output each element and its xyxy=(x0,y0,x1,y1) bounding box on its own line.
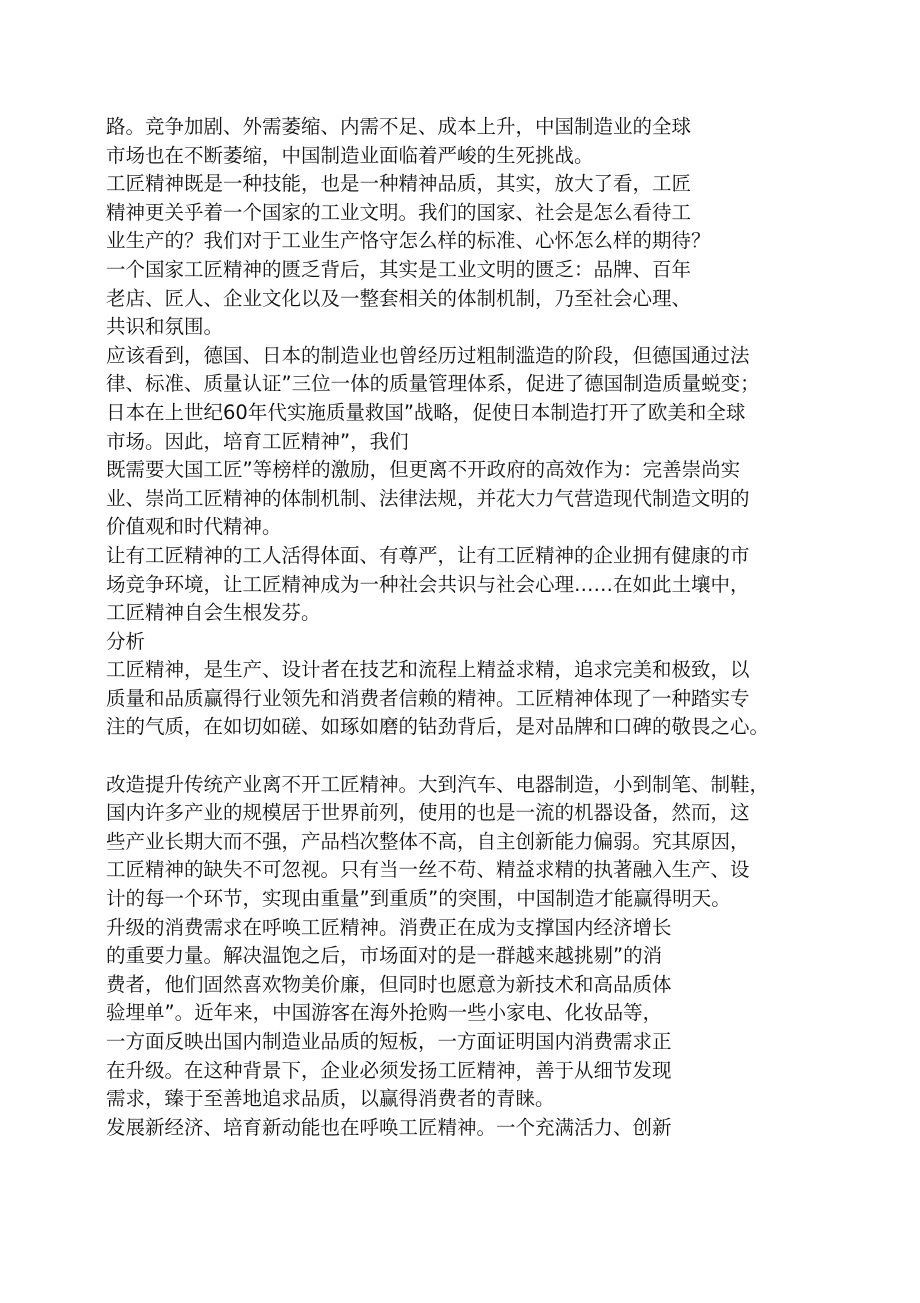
text-line: 应该看到，德国、日本的制造业也曾经历过粗制滥造的阶段，但德国通过法 xyxy=(106,343,750,367)
text-line: 共识和氛围。 xyxy=(106,315,224,339)
text-line: 一个国家工匠精神的匮乏背后，其实是工业文明的匮乏：品牌、百年 xyxy=(106,257,692,281)
text-line: 的重要力量。解决温饱之后，市场面对的是一群越来越挑剔”的消 xyxy=(106,944,663,968)
text-line: 市场也在不断萎缩，中国制造业面临着严峻的生死挑战。 xyxy=(106,143,594,167)
text-line: 一方面反映出国内制造业品质的短板，一方面证明国内消费需求正 xyxy=(106,1030,672,1053)
text-line: 些产业长期大而不强，产品档次整体不高，自主创新能力偏弱。究其原因， xyxy=(106,829,750,853)
text-line: 计的每一个环节，实现由重量”到重质”的突围，中国制造才能赢得明天。 xyxy=(106,887,731,911)
text-line: 国内许多产业的规模居于世界前列，使用的也是一流的机器设备，然而，这 xyxy=(106,801,750,825)
text-line: 业生产的？我们对于工业生产恪守怎么样的标准、心怀怎么样的期待？ xyxy=(106,229,711,253)
text-line: 发展新经济、培育新动能也在呼唤工匠精神。一个充满活力、创新 xyxy=(106,1115,672,1139)
text-line: 精神更关乎着一个国家的工业文明。我们的国家、社会是怎么看待工 xyxy=(106,200,692,224)
text-line: 注的气质，在如切如磋、如琢如磨的钻劲背后，是对品牌和口碑的敬畏之心。 xyxy=(106,715,770,739)
text-line: 需求，臻于至善地追求品质，以赢得消费者的青睐。 xyxy=(106,1087,555,1111)
text-line: 老店、匠人、企业文化以及一整套相关的体制机制，乃至社会心理、 xyxy=(106,286,692,310)
text-line: 让有工匠精神的工人活得体面、有尊严，让有工匠精神的企业拥有健康的市 xyxy=(106,543,750,567)
text-line: 工匠精神，是生产、设计者在技艺和流程上精益求精，追求完美和极致，以 xyxy=(106,658,750,682)
text-line: 费者，他们固然喜欢物美价廉，但同时也愿意为新技术和高品质体 xyxy=(106,972,672,996)
text-line: 律、标准、质量认证”三位一体的质量管理体系，促进了德国制造质量蜕变； xyxy=(106,372,760,396)
text-line: 市场。因此，培育工匠精神”，我们 xyxy=(106,429,409,453)
text-line: 工匠精神既是一种技能，也是一种精神品质，其实，放大了看，工匠 xyxy=(106,172,692,196)
text-line: 在升级。在这种背景下，企业必须发扬工匠精神，善于从细节发现 xyxy=(106,1058,672,1082)
text-line: 验埋单”。近年来，中国游客在海外抢购一些小家电、化妆品等， xyxy=(106,1001,663,1025)
text-line: 工匠精神自会生根发芬。 xyxy=(106,601,321,625)
text-line: 改造提升传统产业离不开工匠精神。大到汽车、电器制造，小到制笔、制鞋， xyxy=(106,772,770,796)
text-line: 场竞争环境，让工匠精神成为一种社会共识与社会心理……在如此土壤中， xyxy=(106,572,750,596)
section-heading: 分析 xyxy=(106,629,146,653)
text-line: 升级的消费需求在呼唤工匠精神。消费正在成为支撑国内经济增长 xyxy=(106,915,672,939)
document-body xyxy=(106,113,822,1142)
text-line: 日本在上世纪60年代实施质量救国”战略，促使日本制造打开了欧美和全球 xyxy=(106,400,746,424)
text-line: 价值观和时代精神。 xyxy=(106,515,282,539)
text-line: 路。竞争加剧、外需萎缩、内需不足、成本上升，中国制造业的全球 xyxy=(106,115,692,138)
text-line: 既需要大国工匠”等榜样的激励，但更离不开政府的高效作为：完善崇尚实 xyxy=(106,458,741,482)
blank-line xyxy=(106,742,822,771)
text-line: 质量和品质赢得行业领先和消费者信赖的精神。工匠精神体现了一种踏实专 xyxy=(106,686,750,710)
text-line: 工匠精神的缺失不可忽视。只有当一丝不苟、精益求精的执著融入生产、设 xyxy=(106,858,750,882)
text-line: 业、崇尚工匠精神的体制机制、法律法规，并花大力气营造现代制造文明的 xyxy=(106,486,750,510)
